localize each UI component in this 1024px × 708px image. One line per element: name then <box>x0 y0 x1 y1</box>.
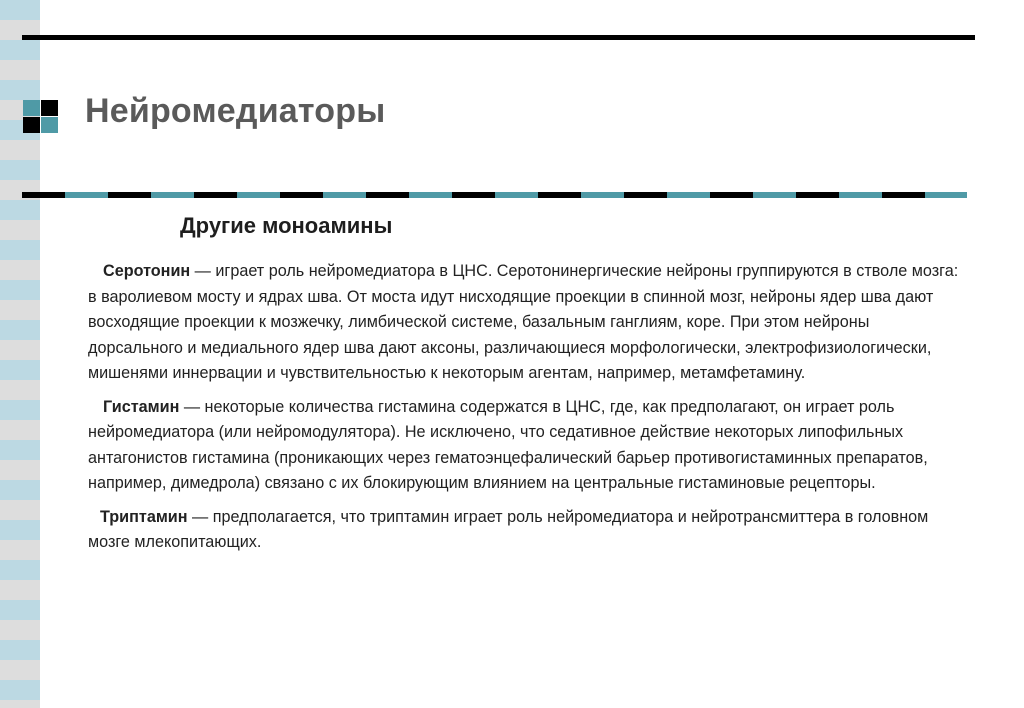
content-body <box>88 259 968 564</box>
term-serotonin: Серотонин <box>103 262 191 280</box>
marker-square <box>23 117 40 133</box>
top-rule-line <box>22 35 975 40</box>
page-title: Нейромедиаторы <box>85 92 386 130</box>
dashed-divider-line <box>22 192 967 198</box>
section-heading: Другие моноамины <box>180 213 393 238</box>
paragraph-serotonin <box>88 259 968 387</box>
paragraph-text: — некоторые количества гистамина содержатся в ЦНС, где, как предполагают, он играет роль нейромедиатора (или нейромодулятора). Не исключено, что седативное действие некоторых липофильных антагонистов гистамина (проникающих через гематоэнцефалический барьер противогистаминных препаратов, например, димедрола) связано с их блокирующим влиянием на центральные гистаминовые рецепторы. <box>88 397 928 492</box>
term-tryptamine: Триптамин <box>100 507 188 526</box>
paragraph-tryptamine <box>88 505 968 556</box>
marker-square <box>41 100 58 116</box>
title-square-marker-icon <box>23 100 59 134</box>
marker-square <box>23 100 40 116</box>
marker-square <box>41 117 58 133</box>
paragraph-text: — играет роль нейромедиатора в ЦНС. Серотонинергические нейроны группируются в стволе мозга: в варолиевом мосту и ядрах шва. От моста идут нисходящие проекции в спинной мозг, нейроны ядер шва дают восходящие проекции к мозжечку, лимбической системе, базальным ганглиям, коре. При этом нейроны дорсального и медиального ядер шва дают аксоны, различающиеся морфологически, электрофизиологически, мишенями иннервации и чувствительностью к некоторым агентам, например, метамфетамину. <box>88 262 959 382</box>
paragraph-text: — предполагается, что триптамин играет роль нейромедиатора и нейротрансмиттера в головном мозге млекопитающих. <box>88 507 929 551</box>
term-histamine: Гистамин <box>103 397 180 416</box>
paragraph-histamine <box>88 395 968 497</box>
